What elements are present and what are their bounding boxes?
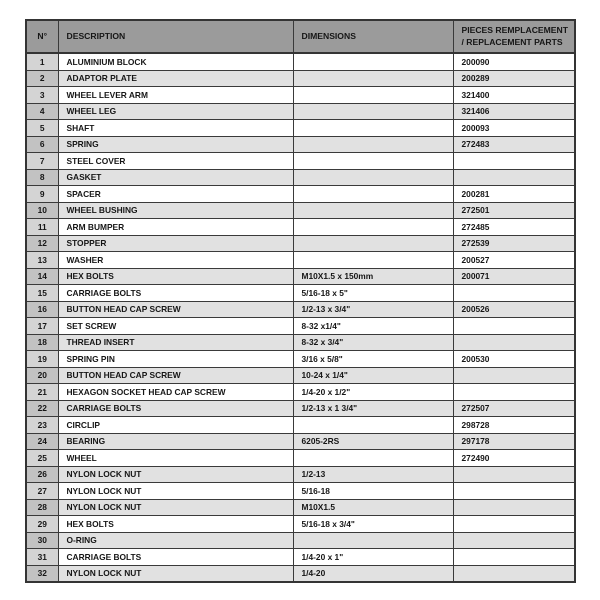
row-number-cell: 31 xyxy=(26,549,58,566)
parts-cell xyxy=(453,549,575,566)
description-cell: WHEEL LEVER ARM xyxy=(58,87,293,104)
table-row xyxy=(26,516,575,533)
table-row xyxy=(26,103,575,120)
table-row xyxy=(26,367,575,384)
description-cell: THREAD INSERT xyxy=(58,334,293,351)
dimensions-cell: M10X1.5 xyxy=(293,499,453,516)
description-cell: SHAFT xyxy=(58,120,293,137)
dimensions-cell: 1/4-20 x 1" xyxy=(293,549,453,566)
description-cell: HEX BOLTS xyxy=(58,268,293,285)
row-number-cell: 21 xyxy=(26,384,58,401)
table-row xyxy=(26,202,575,219)
table-header xyxy=(26,20,575,53)
description-cell: WHEEL xyxy=(58,450,293,467)
description-cell: SPACER xyxy=(58,186,293,203)
row-number-cell: 26 xyxy=(26,466,58,483)
parts-cell xyxy=(453,367,575,384)
description-cell: HEX BOLTS xyxy=(58,516,293,533)
row-number-cell: 19 xyxy=(26,351,58,368)
dimensions-cell xyxy=(293,450,453,467)
parts-cell: 272501 xyxy=(453,202,575,219)
row-number-cell: 30 xyxy=(26,532,58,549)
table-row xyxy=(26,268,575,285)
dimensions-cell xyxy=(293,532,453,549)
description-cell: CARRIAGE BOLTS xyxy=(58,400,293,417)
description-cell: STEEL COVER xyxy=(58,153,293,170)
dimensions-cell: 5/16-18 xyxy=(293,483,453,500)
row-number-cell: 9 xyxy=(26,186,58,203)
description-cell: ARM BUMPER xyxy=(58,219,293,236)
description-cell: ALUMINIUM BLOCK xyxy=(58,53,293,70)
row-number-cell: 10 xyxy=(26,202,58,219)
table-row xyxy=(26,384,575,401)
dimensions-cell xyxy=(293,235,453,252)
dimensions-cell xyxy=(293,103,453,120)
dimensions-cell: 3/16 x 5/8" xyxy=(293,351,453,368)
dimensions-cell xyxy=(293,87,453,104)
row-number-cell: 11 xyxy=(26,219,58,236)
parts-cell xyxy=(453,153,575,170)
parts-cell xyxy=(453,516,575,533)
header-number: N° xyxy=(26,20,58,53)
parts-cell: 272485 xyxy=(453,219,575,236)
row-number-cell: 14 xyxy=(26,268,58,285)
parts-cell: 200527 xyxy=(453,252,575,269)
description-cell: STOPPER xyxy=(58,235,293,252)
description-cell: BEARING xyxy=(58,433,293,450)
row-number-cell: 18 xyxy=(26,334,58,351)
dimensions-cell xyxy=(293,219,453,236)
row-number-cell: 22 xyxy=(26,400,58,417)
parts-cell: 200090 xyxy=(453,53,575,70)
row-number-cell: 17 xyxy=(26,318,58,335)
dimensions-cell: 1/2-13 xyxy=(293,466,453,483)
dimensions-cell: 1/4-20 xyxy=(293,565,453,582)
parts-cell xyxy=(453,318,575,335)
parts-cell: 298728 xyxy=(453,417,575,434)
table-row xyxy=(26,433,575,450)
table-row xyxy=(26,483,575,500)
table-row xyxy=(26,450,575,467)
parts-cell xyxy=(453,169,575,186)
table-row xyxy=(26,136,575,153)
description-cell: CARRIAGE BOLTS xyxy=(58,285,293,302)
dimensions-cell xyxy=(293,153,453,170)
dimensions-cell xyxy=(293,120,453,137)
parts-cell: 321406 xyxy=(453,103,575,120)
row-number-cell: 28 xyxy=(26,499,58,516)
row-number-cell: 25 xyxy=(26,450,58,467)
row-number-cell: 27 xyxy=(26,483,58,500)
table-row xyxy=(26,334,575,351)
parts-cell xyxy=(453,483,575,500)
description-cell: SPRING xyxy=(58,136,293,153)
table-row xyxy=(26,532,575,549)
dimensions-cell xyxy=(293,417,453,434)
table-row xyxy=(26,87,575,104)
dimensions-cell xyxy=(293,202,453,219)
table-row xyxy=(26,53,575,70)
description-cell: WHEEL LEG xyxy=(58,103,293,120)
row-number-cell: 12 xyxy=(26,235,58,252)
row-number-cell: 1 xyxy=(26,53,58,70)
row-number-cell: 16 xyxy=(26,301,58,318)
table-row xyxy=(26,120,575,137)
dimensions-cell: 6205-2RS xyxy=(293,433,453,450)
row-number-cell: 32 xyxy=(26,565,58,582)
dimensions-cell: 1/4-20 x 1/2" xyxy=(293,384,453,401)
dimensions-cell xyxy=(293,186,453,203)
dimensions-cell xyxy=(293,252,453,269)
description-cell: BUTTON HEAD CAP SCREW xyxy=(58,367,293,384)
table-row xyxy=(26,466,575,483)
parts-cell: 200289 xyxy=(453,70,575,87)
row-number-cell: 20 xyxy=(26,367,58,384)
dimensions-cell: 10-24 x 1/4" xyxy=(293,367,453,384)
dimensions-cell xyxy=(293,53,453,70)
description-cell: ADAPTOR PLATE xyxy=(58,70,293,87)
parts-cell: 200281 xyxy=(453,186,575,203)
dimensions-cell: 8-32 x1/4" xyxy=(293,318,453,335)
header-dimensions: DIMENSIONS xyxy=(293,20,453,53)
table-row xyxy=(26,400,575,417)
table-row xyxy=(26,153,575,170)
header-parts: PIECES REMPLACEMENT / REPLACEMENT PARTS xyxy=(453,20,575,53)
description-cell: O-RING xyxy=(58,532,293,549)
row-number-cell: 3 xyxy=(26,87,58,104)
table-row xyxy=(26,285,575,302)
parts-cell: 200093 xyxy=(453,120,575,137)
parts-cell: 200526 xyxy=(453,301,575,318)
dimensions-cell xyxy=(293,70,453,87)
dimensions-cell xyxy=(293,136,453,153)
dimensions-cell: M10X1.5 x 150mm xyxy=(293,268,453,285)
row-number-cell: 13 xyxy=(26,252,58,269)
parts-cell: 200071 xyxy=(453,268,575,285)
description-cell: GASKET xyxy=(58,169,293,186)
dimensions-cell: 5/16-18 x 5" xyxy=(293,285,453,302)
parts-cell: 272539 xyxy=(453,235,575,252)
row-number-cell: 7 xyxy=(26,153,58,170)
dimensions-cell: 1/2-13 x 1 3/4" xyxy=(293,400,453,417)
description-cell: WASHER xyxy=(58,252,293,269)
table-row xyxy=(26,417,575,434)
row-number-cell: 4 xyxy=(26,103,58,120)
table-row xyxy=(26,252,575,269)
parts-cell: 272483 xyxy=(453,136,575,153)
description-cell: NYLON LOCK NUT xyxy=(58,499,293,516)
description-cell: BUTTON HEAD CAP SCREW xyxy=(58,301,293,318)
description-cell: CARRIAGE BOLTS xyxy=(58,549,293,566)
description-cell: WHEEL BUSHING xyxy=(58,202,293,219)
table-row xyxy=(26,169,575,186)
parts-cell xyxy=(453,334,575,351)
parts-cell xyxy=(453,285,575,302)
description-cell: SPRING PIN xyxy=(58,351,293,368)
description-cell: NYLON LOCK NUT xyxy=(58,565,293,582)
parts-cell xyxy=(453,499,575,516)
table-row xyxy=(26,219,575,236)
table-body xyxy=(26,53,575,582)
dimensions-cell xyxy=(293,169,453,186)
row-number-cell: 2 xyxy=(26,70,58,87)
table-row xyxy=(26,351,575,368)
row-number-cell: 24 xyxy=(26,433,58,450)
parts-cell: 272507 xyxy=(453,400,575,417)
parts-cell: 200530 xyxy=(453,351,575,368)
description-cell: CIRCLIP xyxy=(58,417,293,434)
table-row xyxy=(26,301,575,318)
row-number-cell: 5 xyxy=(26,120,58,137)
table-row xyxy=(26,318,575,335)
row-number-cell: 8 xyxy=(26,169,58,186)
description-cell: NYLON LOCK NUT xyxy=(58,466,293,483)
description-cell: SET SCREW xyxy=(58,318,293,335)
dimensions-cell: 8-32 x 3/4" xyxy=(293,334,453,351)
parts-cell xyxy=(453,384,575,401)
parts-cell xyxy=(453,532,575,549)
parts-cell: 297178 xyxy=(453,433,575,450)
description-cell: HEXAGON SOCKET HEAD CAP SCREW xyxy=(58,384,293,401)
header-row xyxy=(26,20,575,53)
row-number-cell: 6 xyxy=(26,136,58,153)
parts-cell xyxy=(453,565,575,582)
table-row xyxy=(26,549,575,566)
dimensions-cell: 1/2-13 x 3/4" xyxy=(293,301,453,318)
row-number-cell: 23 xyxy=(26,417,58,434)
row-number-cell: 29 xyxy=(26,516,58,533)
replacement-parts-table xyxy=(25,19,576,583)
header-description: DESCRIPTION xyxy=(58,20,293,53)
table-row xyxy=(26,565,575,582)
table-row xyxy=(26,235,575,252)
table-row xyxy=(26,70,575,87)
dimensions-cell: 5/16-18 x 3/4" xyxy=(293,516,453,533)
parts-cell xyxy=(453,466,575,483)
description-cell: NYLON LOCK NUT xyxy=(58,483,293,500)
table-row xyxy=(26,499,575,516)
table-row xyxy=(26,186,575,203)
row-number-cell: 15 xyxy=(26,285,58,302)
parts-cell: 321400 xyxy=(453,87,575,104)
parts-cell: 272490 xyxy=(453,450,575,467)
